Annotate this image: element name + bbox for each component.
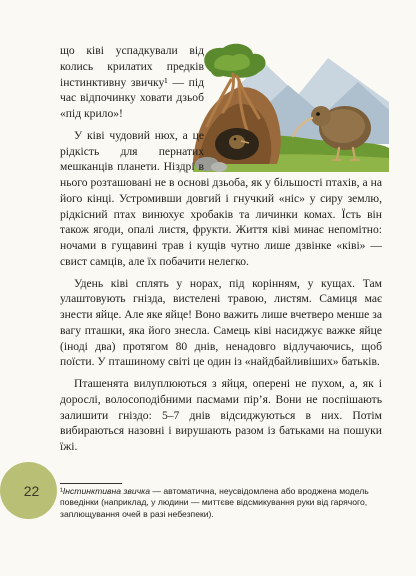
page-number: 22 — [23, 482, 40, 499]
paragraph-2: У ківі чудовий нюх, а це рідкість для пернатих мешканців планети. Ніздрі в нього розташовані не в основі дзьоба, як у більшості птахів, а на його кінці. Устромивши довгий і гнучкий «ніс» у сиру землю, рідкісний птах винюхує хробаків та личинки комах. Їсть він також ягоди, опалі листя, фрукти. Життя ківі минає непомітно: ночами в гущавині трав і кущів чутно лише дзвінке «ківі» — свист самців, але їх побачити нелегко. — [60, 128, 382, 268]
footnote-term: Інстинктивна звичка — [62, 486, 150, 496]
paragraph-3: Удень ківі сплять у норах, під корінням, у кущах. Там улаштовують гнізда, вистелені травою, листям. Самиця має знести яйце. Але яке яйце! Воно важить лише вчетверо менше за вагу пташки, яка його знесла. Самець ківі насиджує важке яйце (іноді два) протягом 80 днів, ненадовго відлучаючись, щоб поїсти. У пташиному світі це один із «найдбайливіших» батьків. — [60, 276, 382, 369]
illustration-float-space — [204, 43, 382, 161]
footnote-text: — автоматична, неусвідомлена або вроджена модель поведінки (наприклад, у людини — миттєве відсмикування руки від гарячого, заплющування очей в разі небезпеки). — [60, 486, 369, 519]
footnote — [60, 486, 382, 520]
main-text — [60, 43, 382, 461]
paragraph-4: Пташенята вилуплюються з яйця, оперені не пухом, а, як і дорослі, волосоподібними пасмами пір’я. Вони не поспішають залишити гніздо: 5–7 днів відсиджуються в них. Потім вибираються назовні і вирушають разом із батьками на пошуки їжі. — [60, 377, 382, 453]
footnote-marker: ¹ — [60, 486, 63, 496]
page-number-badge — [0, 462, 57, 519]
footnote-divider — [60, 483, 122, 484]
paragraph-1: що ківі успадкували від колись крилатих предків інстинктивну звичку¹ — під час відпочинку ховати дзьоб «під крило»! — [60, 44, 204, 120]
